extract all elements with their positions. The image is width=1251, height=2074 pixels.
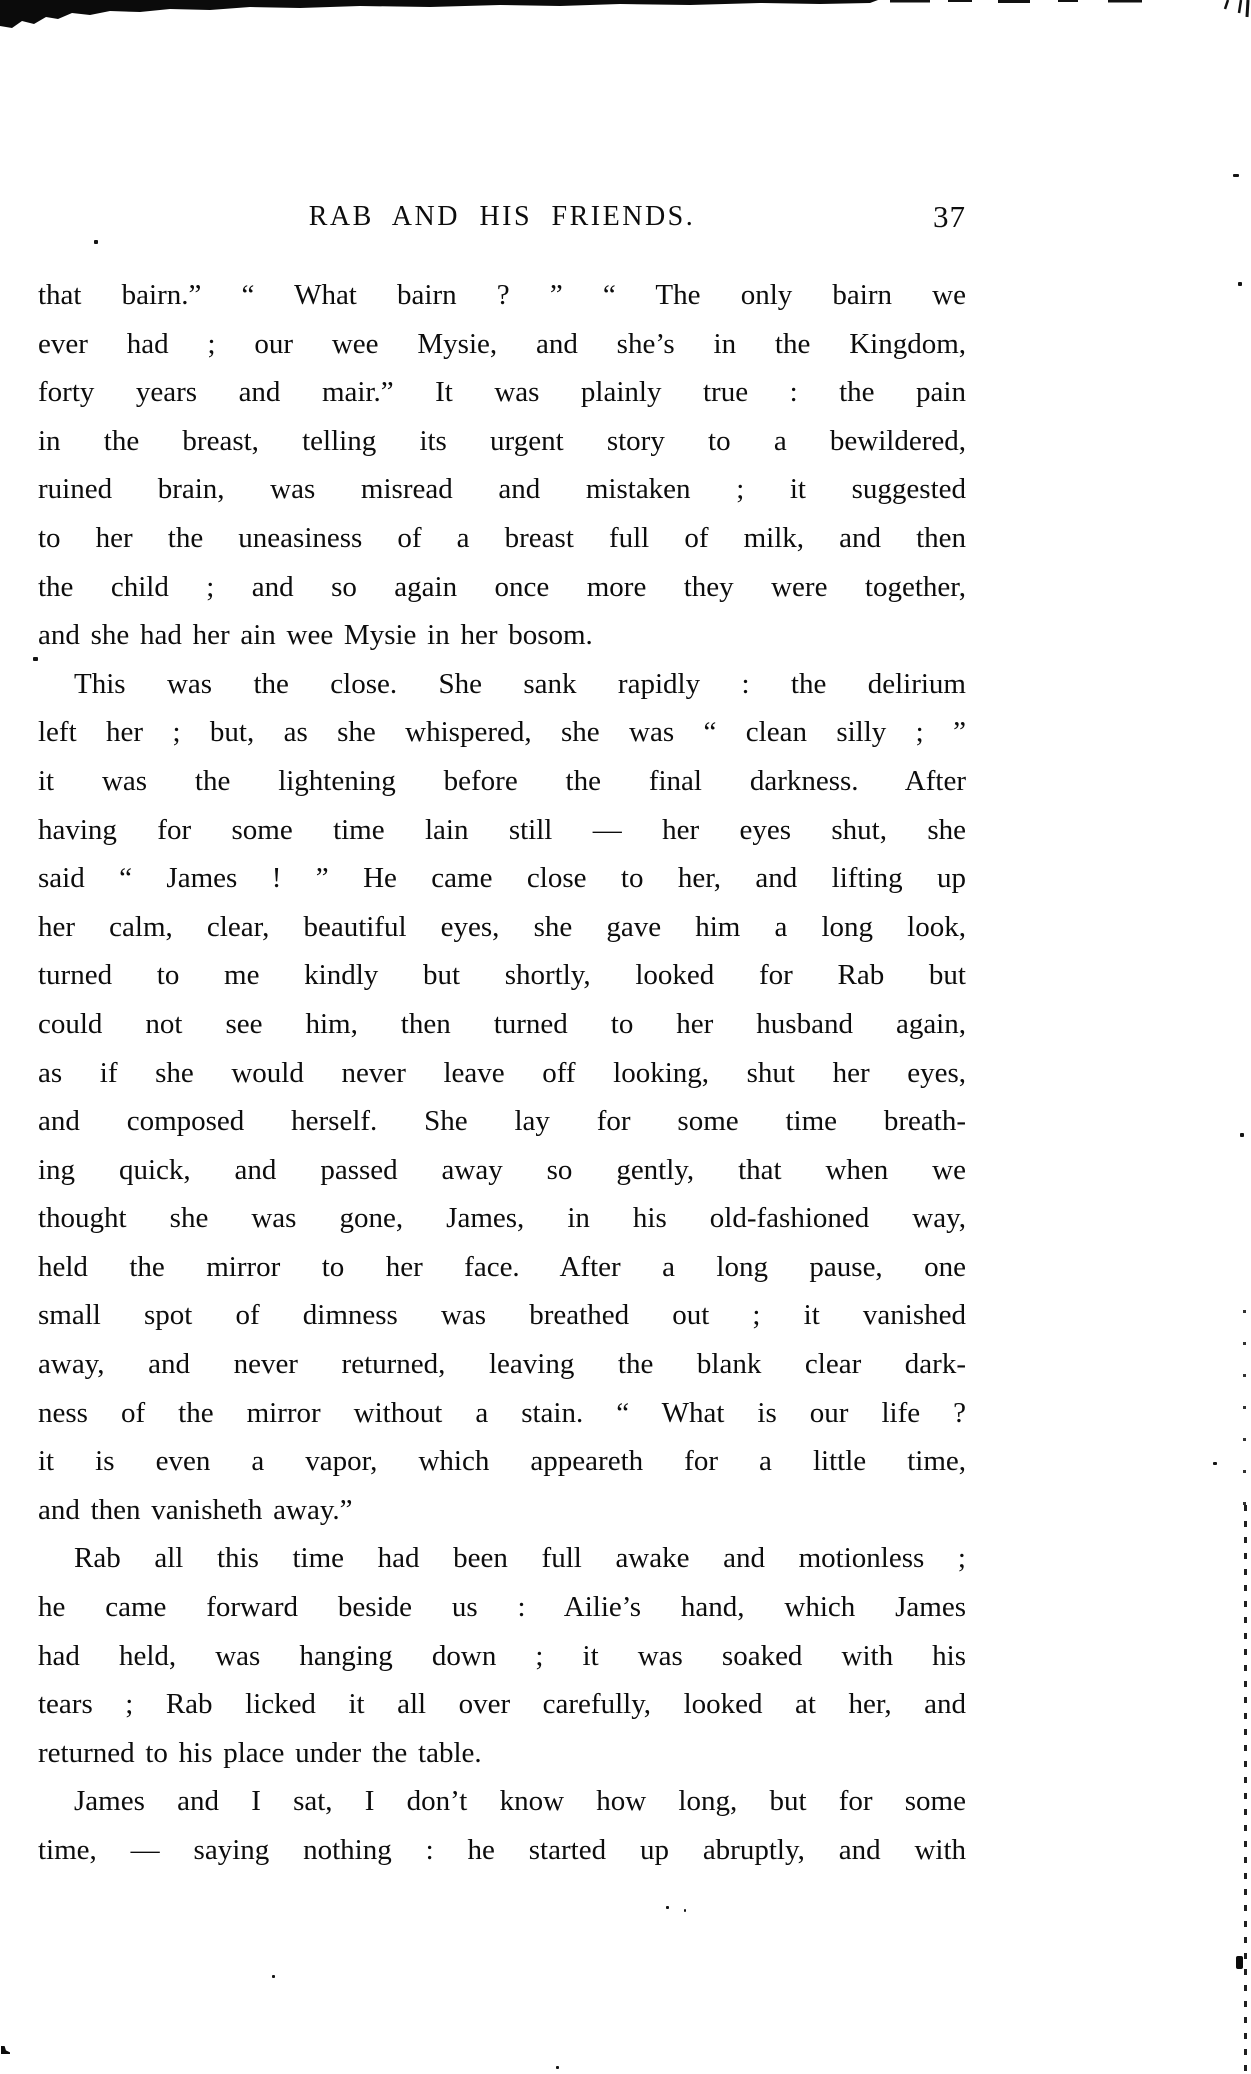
scan-speck xyxy=(1238,282,1242,286)
text-line: it was the lightening before the final darkness. After xyxy=(38,764,966,797)
scan-speck xyxy=(684,1909,686,1912)
text-line: and she had her ain wee Mysie in her bosom. xyxy=(38,619,593,652)
scan-speck xyxy=(33,657,38,661)
scan-artifact-blob xyxy=(1236,1956,1243,1969)
text-line: ness of the mirror without a stain. “ What is our life ? xyxy=(38,1396,966,1429)
text-line: held the mirror to her face. After a long pause, one xyxy=(38,1250,966,1283)
text-line: small spot of dimness was breathed out ; it vanished xyxy=(38,1299,966,1332)
text-line: thought she was gone, James, in his old-fashioned way, xyxy=(38,1202,966,1235)
text-line: her calm, clear, beautiful eyes, she gave him a long look, xyxy=(38,910,966,943)
text-line: having for some time lain still — her eyes shut, she xyxy=(38,813,966,846)
scan-artifact-right-edge-sparse xyxy=(1243,1310,1246,1510)
text-line: and composed herself. She lay for some time breath- xyxy=(38,1105,966,1138)
text-line: as if she would never leave off looking, shut her eyes, xyxy=(38,1056,966,1089)
scan-artifact-right-edge xyxy=(1244,1505,1247,2074)
scan-speck xyxy=(1213,1462,1217,1465)
running-title: RAB AND HIS FRIENDS. xyxy=(308,201,696,232)
text-line: and then vanisheth away.” xyxy=(38,1493,353,1526)
text-line: ing quick, and passed away so gently, that when we xyxy=(38,1153,966,1186)
text-line: returned to his place under the table. xyxy=(38,1736,482,1769)
text-line: ever had ; our wee Mysie, and she’s in the Kingdom, xyxy=(38,327,966,360)
text-line: he came forward beside us : Ailie’s hand, which James xyxy=(38,1591,966,1624)
text-line: the child ; and so again once more they were together, xyxy=(38,570,966,603)
text-line: This was the close. She sank rapidly : the delirium xyxy=(74,667,966,700)
text-line: tears ; Rab licked it all over carefully, looked at her, and xyxy=(38,1688,966,1721)
text-line: forty years and mair.” It was plainly true : the pain xyxy=(38,376,966,409)
scan-speck xyxy=(666,1906,669,1909)
text-line: time, — saying nothing : he started up abruptly, and with xyxy=(38,1834,966,1866)
scan-artifact-bottom-left xyxy=(1,2046,10,2054)
scan-speck xyxy=(272,1975,275,1978)
page-header xyxy=(38,196,966,238)
text-line: turned to me kindly but shortly, looked for Rab but xyxy=(38,959,966,992)
text-body xyxy=(38,271,966,1875)
text-line: it is even a vapor, which appeareth for a little time, xyxy=(38,1445,966,1478)
text-line: to her the uneasiness of a breast full of milk, and then xyxy=(38,521,966,554)
scan-speck xyxy=(1240,1133,1244,1137)
text-line: ruined brain, was misread and mistaken ; it suggested xyxy=(38,473,966,506)
text-line: had held, was hanging down ; it was soaked with his xyxy=(38,1639,966,1672)
scan-speck xyxy=(1233,174,1239,177)
scan-artifact-top-edge xyxy=(0,0,1251,30)
text-line: in the breast, telling its urgent story to a bewildered, xyxy=(38,424,966,457)
text-line: that bairn.” “ What bairn ? ” “ The only bairn we xyxy=(38,279,966,311)
page-number: 37 xyxy=(933,199,966,234)
text-line: left her ; but, as she whispered, she was “ clean silly ; ” xyxy=(38,716,966,749)
text-line: Rab all this time had been full awake and motionless ; xyxy=(74,1542,966,1575)
scan-speck xyxy=(94,240,98,244)
text-line: James and I sat, I don’t know how long, but for some xyxy=(74,1785,966,1818)
text-line: said “ James ! ” He came close to her, and lifting up xyxy=(38,862,966,895)
text-line: away, and never returned, leaving the blank clear dark- xyxy=(38,1348,966,1381)
text-line: could not see him, then turned to her husband again, xyxy=(38,1007,966,1040)
scan-speck xyxy=(556,2066,559,2069)
